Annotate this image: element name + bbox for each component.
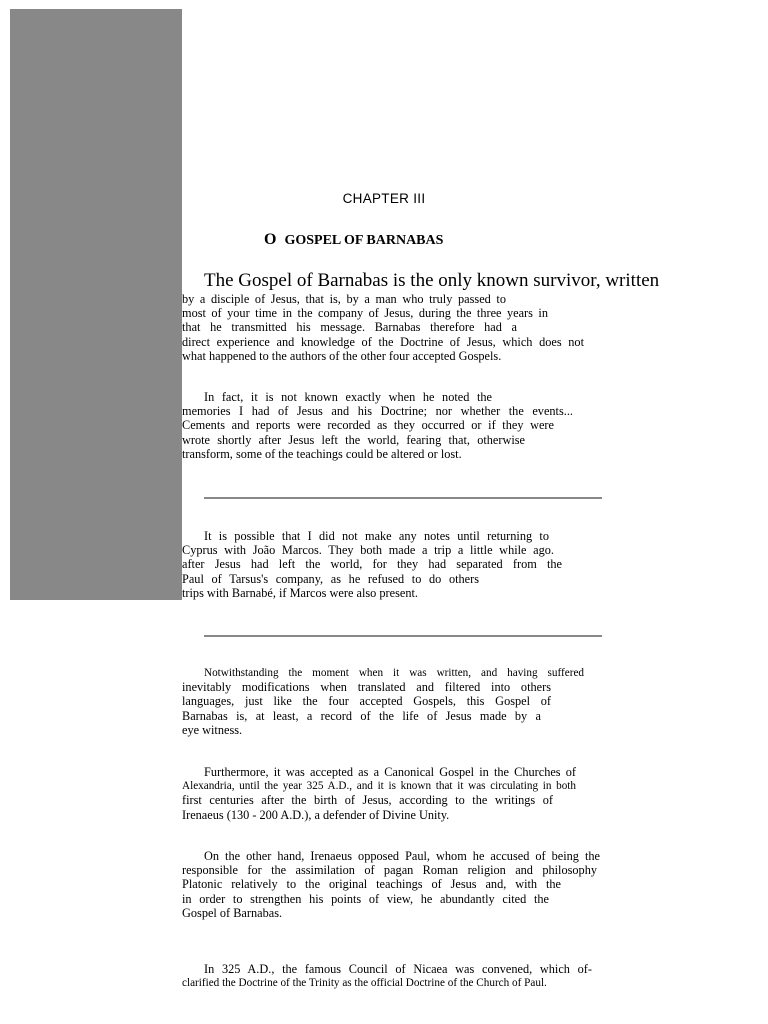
- paragraph-2: [182, 390, 575, 461]
- text-line: that he transmitted his message. Barnabas therefore had a: [182, 320, 517, 335]
- text-line: In 325 A.D., the famous Council of Nicaea was convened, which of-: [204, 962, 592, 976]
- text-line: It is possible that I did not make any notes until returning to: [204, 529, 549, 543]
- title-text: GOSPEL OF BARNABAS: [284, 233, 444, 248]
- text-line: after Jesus had left the world, for they had separated from the: [182, 557, 562, 572]
- text-line: Barnabas is, at least, a record of the life of Jesus made by a: [182, 708, 541, 723]
- text-line: Gospel of Barnabas.: [182, 905, 283, 920]
- chapter-title: [264, 231, 443, 249]
- text-line: Alexandria, until the year 325 A.D., and it is known that it was circulating in both: [182, 780, 576, 793]
- paragraph-3: [182, 529, 562, 600]
- text-line: transform, some of the teachings could be altered or lost.: [182, 446, 462, 461]
- text-line: Notwithstanding the moment when it was written, and having suffered: [204, 667, 584, 679]
- text-line: Furthermore, it was accepted as a Canonical Gospel in the Churches of: [204, 765, 576, 779]
- text-line: eye witness.: [182, 722, 243, 737]
- text-line: trips with Barnabé, if Marcos were also present.: [182, 585, 418, 600]
- paragraph-6: [182, 849, 600, 920]
- text-line: inevitably modifications when translated and filtered into others: [182, 680, 551, 695]
- text-line: direct experience and knowledge of the Doctrine of Jesus, which does not: [182, 334, 584, 349]
- text-line: what happened to the authors of the other four accepted Gospels.: [182, 348, 502, 363]
- paragraph-4: [182, 666, 584, 737]
- text-line: wrote shortly after Jesus left the world, fearing that, otherwise: [182, 432, 525, 447]
- text-line: in order to strengthen his points of view, he abundantly cited the: [182, 891, 549, 906]
- title-initial: O: [264, 231, 277, 248]
- paragraph-7: [182, 962, 592, 990]
- text-line: languages, just like the four accepted Gospels, this Gospel of: [182, 694, 551, 709]
- paragraph-1: [182, 292, 584, 363]
- text-line: Paul of Tarsus's company, as he refused to do others: [182, 571, 479, 586]
- chapter-heading: CHAPTER III: [342, 191, 426, 206]
- text-line: most of your time in the company of Jesus, during the three years in: [182, 306, 548, 321]
- text-line: On the other hand, Irenaeus opposed Paul, whom he accused of being the: [204, 849, 600, 863]
- sidebar-gray-panel: [10, 9, 182, 600]
- text-line: by a disciple of Jesus, that is, by a man who truly passed to: [182, 292, 506, 306]
- horizontal-rule: [204, 497, 602, 499]
- text-line: clarified the Doctrine of the Trinity as the official Doctrine of the Church of Paul.: [182, 977, 547, 990]
- text-line: In fact, it is not known exactly when he noted the: [204, 390, 492, 404]
- text-line: responsible for the assimilation of pagan Roman religion and philosophy: [182, 863, 597, 878]
- text-line: memories I had of Jesus and his Doctrine; nor whether the events...: [182, 404, 573, 419]
- text-line: first centuries after the birth of Jesus, according to the writings of: [182, 793, 553, 808]
- text-line: Cements and reports were recorded as they occurred or if they were: [182, 418, 554, 433]
- lead-line: The Gospel of Barnabas is the only known survivor, written: [204, 270, 660, 291]
- text-line: Platonic relatively to the original teachings of Jesus and, with the: [182, 877, 561, 892]
- text-line: Cyprus with João Marcos. They both made a trip a little while ago.: [182, 543, 554, 558]
- paragraph-5: [182, 765, 576, 822]
- text-line: Irenaeus (130 - 200 A.D.), a defender of Divine Unity.: [182, 807, 450, 822]
- horizontal-rule: [204, 635, 602, 637]
